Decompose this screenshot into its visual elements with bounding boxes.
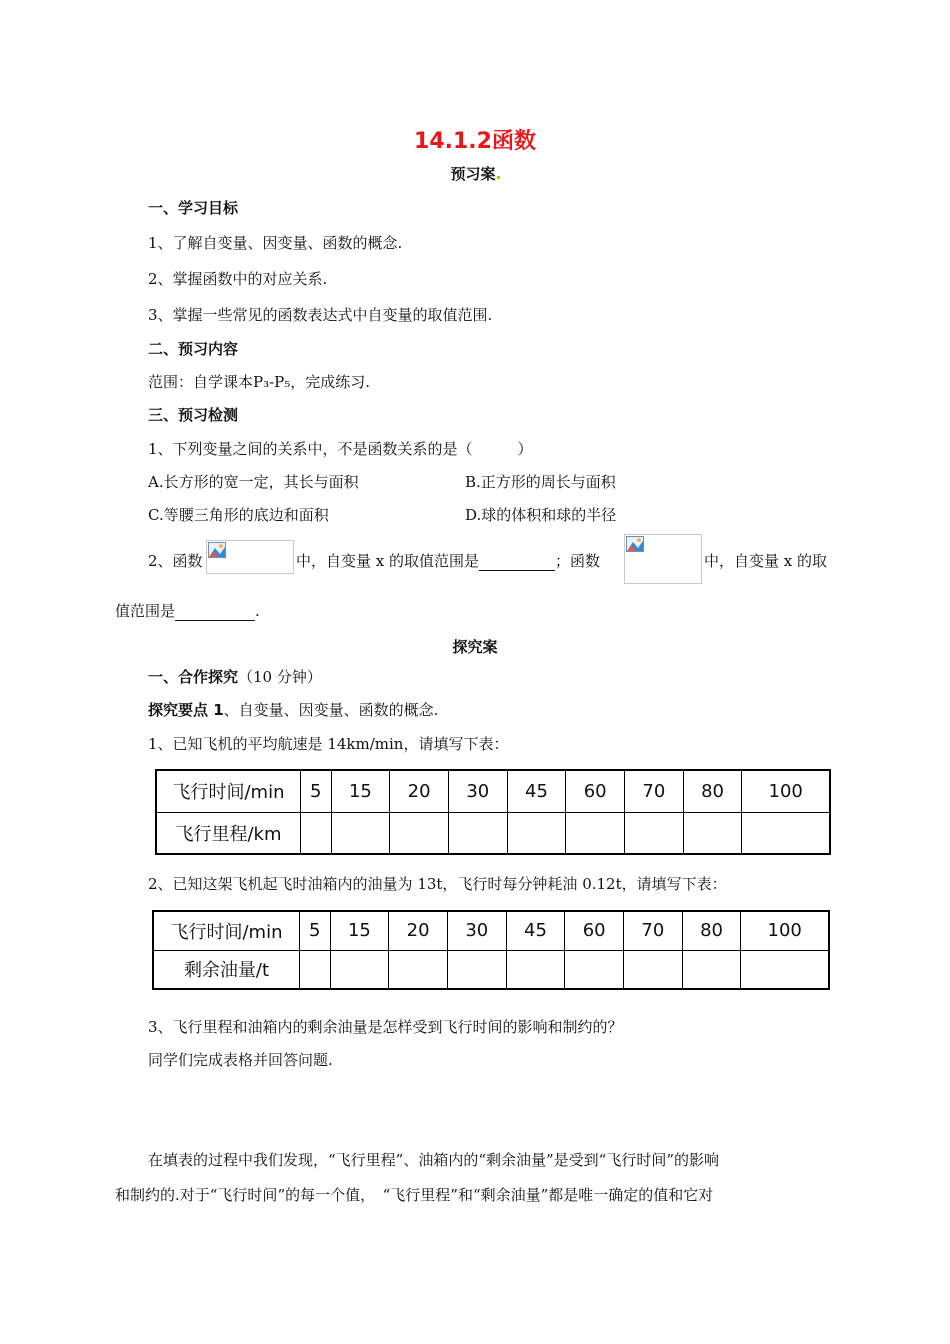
blank-cell[interactable] xyxy=(682,950,741,989)
table-cell: 70 xyxy=(624,911,683,950)
table-row xyxy=(153,950,829,989)
table-cell: 80 xyxy=(682,911,741,950)
table-2 xyxy=(152,910,830,990)
table-cell: 45 xyxy=(506,911,565,950)
q2-line-2-label: 值范围是 xyxy=(115,602,176,620)
broken-image-icon xyxy=(208,542,226,558)
table-header-cell: 飞行时间/min xyxy=(156,770,301,812)
option-b: B.正方形的周长与面积 xyxy=(465,473,616,491)
q2-text-3: ；函数 xyxy=(555,552,601,570)
content-heading: 二、预习内容 xyxy=(148,340,239,358)
blank-cell[interactable] xyxy=(389,950,448,989)
blank-cell[interactable] xyxy=(330,950,389,989)
mark-dot xyxy=(497,176,500,179)
table-cell: 5 xyxy=(301,770,332,812)
option-c: C.等腰三角形的底边和面积 xyxy=(148,506,329,524)
blank-cell[interactable] xyxy=(448,812,507,854)
blank-cell[interactable] xyxy=(566,812,625,854)
table-cell: 100 xyxy=(741,911,829,950)
content-text: 范围：自学课本P₃-P₅，完成练习. xyxy=(148,373,371,391)
preview-heading-text: 预习案 xyxy=(450,165,496,183)
question-1: 1、下列变量之间的关系中，不是函数关系的是（ ） xyxy=(148,440,533,458)
q2-text-2 xyxy=(296,550,600,571)
explore-question-2: 2、已知这架飞机起飞时油箱内的油量为 13t，飞行时每分钟耗油 0.12t，请填写下表： xyxy=(148,875,727,893)
point-line xyxy=(148,699,438,720)
table-cell: 15 xyxy=(331,770,390,812)
blank-cell[interactable] xyxy=(331,812,390,854)
point-label: 探究要点 1 xyxy=(148,701,224,719)
q2-text-1: 2、函数 xyxy=(148,552,203,570)
answer-blank-2 xyxy=(175,602,255,621)
q2-line-2 xyxy=(115,600,260,621)
table-cell: 70 xyxy=(625,770,684,812)
table-cell: 15 xyxy=(330,911,389,950)
blank-cell[interactable] xyxy=(447,950,506,989)
page-title: 14.1.2函数 xyxy=(414,129,536,154)
blank-cell[interactable] xyxy=(301,812,332,854)
check-heading: 三、预习检测 xyxy=(148,406,239,424)
explore-heading: 探究案 xyxy=(452,638,498,656)
coop-line xyxy=(148,666,322,687)
goals-heading: 一、学习目标 xyxy=(148,199,239,217)
option-a: A.长方形的宽一定，其长与面积 xyxy=(148,473,359,491)
blank-cell[interactable] xyxy=(624,950,683,989)
blank-cell[interactable] xyxy=(742,812,830,854)
paragraph-line-1: 在填表的过程中我们发现，“飞行里程”、油箱内的“剩余油量”是受到“飞行时间”的影响 xyxy=(148,1151,720,1169)
explore-note: 同学们完成表格并回答问题. xyxy=(148,1051,333,1069)
table-cell: 30 xyxy=(447,911,506,950)
table-cell: 20 xyxy=(389,911,448,950)
coop-heading: 一、合作探究 xyxy=(148,668,239,686)
table-1 xyxy=(155,769,831,855)
table-cell: 60 xyxy=(565,911,624,950)
formula-image-2 xyxy=(624,534,702,584)
blank-cell[interactable] xyxy=(565,950,624,989)
goal-item: 2、掌握函数中的对应关系. xyxy=(148,270,328,288)
q2-end: . xyxy=(255,602,260,620)
table-cell: 30 xyxy=(448,770,507,812)
blank-cell[interactable] xyxy=(683,812,742,854)
table-header-cell: 飞行时间/min xyxy=(153,911,300,950)
goal-item: 1、了解自变量、因变量、函数的概念. xyxy=(148,234,403,252)
table-cell: 45 xyxy=(507,770,566,812)
option-d: D.球的体积和球的半径 xyxy=(465,506,617,524)
table-cell: 80 xyxy=(683,770,742,812)
blank-cell[interactable] xyxy=(390,812,449,854)
blank-cell[interactable] xyxy=(741,950,829,989)
paragraph-line-2: 和制约的.对于“飞行时间”的每一个值， “飞行里程”和“剩余油量”都是唯一确定的值和它对 xyxy=(115,1186,714,1204)
table-cell: 5 xyxy=(300,911,331,950)
blank-cell[interactable] xyxy=(300,950,331,989)
table-row xyxy=(156,770,830,812)
table-cell: 60 xyxy=(566,770,625,812)
blank-cell[interactable] xyxy=(507,812,566,854)
q2-text-4: 中，自变量 x 的取 xyxy=(704,552,827,570)
preview-heading xyxy=(0,163,950,184)
table-header-cell: 剩余油量/t xyxy=(153,950,300,989)
table-row xyxy=(153,911,829,950)
coop-time: （10 分钟） xyxy=(238,668,322,686)
table-header-cell: 飞行里程/km xyxy=(156,812,301,854)
broken-image-icon xyxy=(626,536,644,552)
formula-image-1 xyxy=(206,540,294,574)
blank-cell[interactable] xyxy=(625,812,684,854)
answer-blank-1 xyxy=(479,552,555,571)
table-row xyxy=(156,812,830,854)
blank-cell[interactable] xyxy=(506,950,565,989)
table-cell: 100 xyxy=(742,770,830,812)
point-text: 、自变量、因变量、函数的概念. xyxy=(223,701,439,719)
table-cell: 20 xyxy=(390,770,449,812)
explore-question-3: 3、飞行里程和油箱内的剩余油量是怎样受到飞行时间的影响和制约的？ xyxy=(148,1018,623,1036)
goal-item: 3、掌握一些常见的函数表达式中自变量的取值范围. xyxy=(148,306,493,324)
q2-text-2-label: 中，自变量 x 的取值范围是 xyxy=(296,552,479,570)
explore-question-1: 1、已知飞机的平均航速是 14km/min，请填写下表： xyxy=(148,735,509,753)
